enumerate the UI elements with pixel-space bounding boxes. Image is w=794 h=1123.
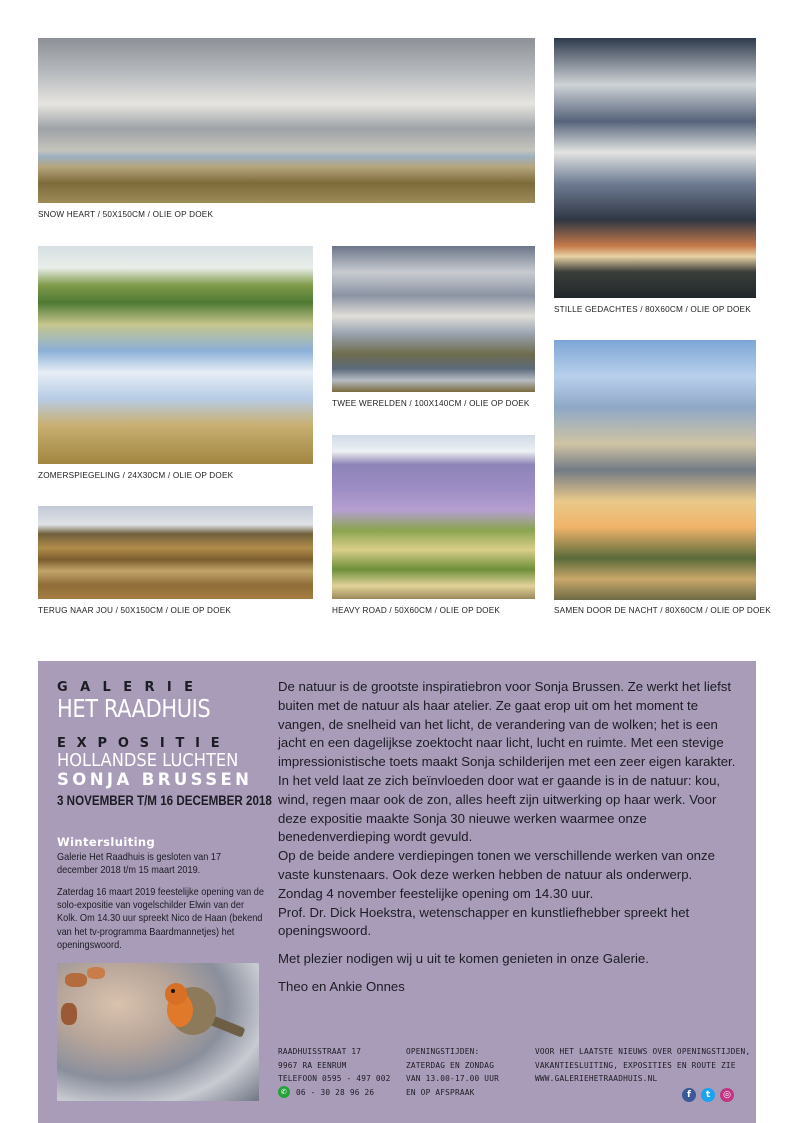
leaf-shape	[61, 1003, 77, 1025]
info-panel	[38, 661, 756, 1123]
opening-hours-block	[406, 1045, 499, 1099]
leaf-shape	[65, 973, 87, 987]
hours-days: ZATERDAG EN ZONDAG	[406, 1060, 495, 1070]
painting-zomerspiegeling	[38, 246, 313, 464]
hours-times: VAN 13.00-17.00 UUR	[406, 1074, 499, 1083]
mobile-row	[278, 1086, 391, 1100]
other-floors-paragraph: Op de beide andere verdiepingen tonen we verschillende werken van onze vaste kunstenaars. Ook deze werken hebben de natuur als onderwerp.	[278, 848, 715, 882]
caption-zomerspiegeling: ZOMERSPIEGELING / 24X30CM / OLIE OP DOEK	[38, 471, 234, 480]
exhibition-title: HOLLANDSE LUCHTEN	[57, 751, 239, 771]
body-text	[278, 678, 748, 997]
painting-snow-heart	[38, 38, 535, 203]
address-block	[278, 1045, 391, 1099]
leaf-shape	[87, 967, 105, 979]
mobile-number: 06 - 30 28 96 26	[296, 1087, 375, 1097]
caption-twee-werelden: TWEE WERELDEN / 100X140CM / OLIE OP DOEK	[332, 399, 530, 408]
painting-twee-werelden	[332, 246, 535, 392]
robin-eye	[171, 989, 175, 993]
intro-paragraph: De natuur is de grootste inspiratiebron voor Sonja Brussen. Ze werkt het liefst buiten met de natuur als haar atelier. Ze gaat erop uit om het moment te vangen, de snelheid van het licht, de verandering van de wolken; het is een jacht en een dagelijkse zoektocht naar licht, lucht en ruimte. Met een stevige impressionistische toets maakt Sonja schilderijen met een zeer eigen karakter. In het veld laat ze zich beïnvloeden door wat er gaande is in de natuur: kou, wind, regen maar ook de zon, alles heeft zijn uitwerking op haar werk. Voor deze expositie maakte Sonja 30 nieuwe werken waarmee onze benedenverdieping wordt gevuld.	[278, 679, 736, 845]
opening-paragraph: Zondag 4 november feestelijke opening om 14.30 uur.	[278, 885, 594, 901]
painting-stille-gedachtes	[554, 38, 756, 298]
painting-heavy-road	[332, 435, 535, 599]
caption-snow-heart: SNOW HEART / 50X150CM / OLIE OP DOEK	[38, 210, 214, 219]
galerie-heading: GALERIE	[57, 680, 206, 695]
expositie-heading: EXPOSITIE	[57, 736, 231, 751]
hours-heading: OPENINGSTIJDEN:	[406, 1047, 480, 1056]
address-postcode: 9967 RA EENRUM	[278, 1060, 347, 1070]
exhibition-dates: 3 NOVEMBER T/M 16 DECEMBER 2018	[57, 793, 272, 808]
news-block	[535, 1045, 750, 1086]
invitation-paragraph: Met plezier nodigen wij u uit te komen genieten in onze Galerie.	[278, 951, 649, 967]
speaker-paragraph: Prof. Dr. Dick Hoekstra, wetenschapper en kunstliefhebber spreekt het openingswoord.	[278, 904, 690, 939]
painting-terug-naar-jou	[38, 506, 313, 599]
gallery-name: HET RAADHUIS	[57, 694, 211, 723]
news-line-1: VOOR HET LAATSTE NIEUWS OVER OPENINGSTIJDEN,	[535, 1047, 751, 1056]
artist-name: SONJA BRUSSEN	[57, 770, 253, 789]
robin-photo	[57, 963, 259, 1101]
next-opening-text: Zaterdag 16 maart 2019 feestelijke opening van de solo-expositie van vogelschilder Elwin van der Kolk. Om 14.30 uur spreekt Nico de Haan (bekend van het tv-programma Baardmannetjes) het openingswoord.	[57, 887, 264, 951]
caption-stille-gedachtes: STILLE GEDACHTES / 80X60CM / OLIE OP DOEK	[554, 305, 751, 314]
hours-appointment: EN OP AFSPRAAK	[406, 1087, 475, 1097]
robin-head	[165, 983, 187, 1005]
caption-terug-naar-jou: TERUG NAAR JOU / 50X150CM / OLIE OP DOEK	[38, 606, 232, 615]
twitter-icon[interactable]: t	[701, 1088, 715, 1102]
caption-heavy-road: HEAVY ROAD / 50X60CM / OLIE OP DOEK	[332, 606, 501, 615]
wintersluiting-text: Galerie Het Raadhuis is gesloten van 17 december 2018 t/m 15 maart 2019.	[57, 852, 222, 877]
signature: Theo en Ankie Onnes	[278, 978, 405, 994]
address-phone: TELEFOON 0595 - 497 002	[278, 1074, 391, 1083]
news-line-2: VAKANTIESLUITING, EXPOSITIES EN ROUTE ZIE	[535, 1060, 736, 1070]
caption-samen-door-de-nacht: SAMEN DOOR DE NACHT / 80X60CM / OLIE OP DOEK	[554, 606, 771, 615]
address-street: RAADHUISSTRAAT 17	[278, 1047, 362, 1056]
instagram-icon[interactable]: ◎	[720, 1088, 734, 1102]
website-link[interactable]: WWW.GALERIEHETRAADHUIS.NL	[535, 1074, 658, 1083]
whatsapp-icon[interactable]: ✆	[278, 1086, 290, 1098]
painting-samen-door-de-nacht	[554, 340, 756, 600]
wintersluiting-title: Wintersluiting	[57, 835, 156, 849]
facebook-icon[interactable]: f	[682, 1088, 696, 1102]
